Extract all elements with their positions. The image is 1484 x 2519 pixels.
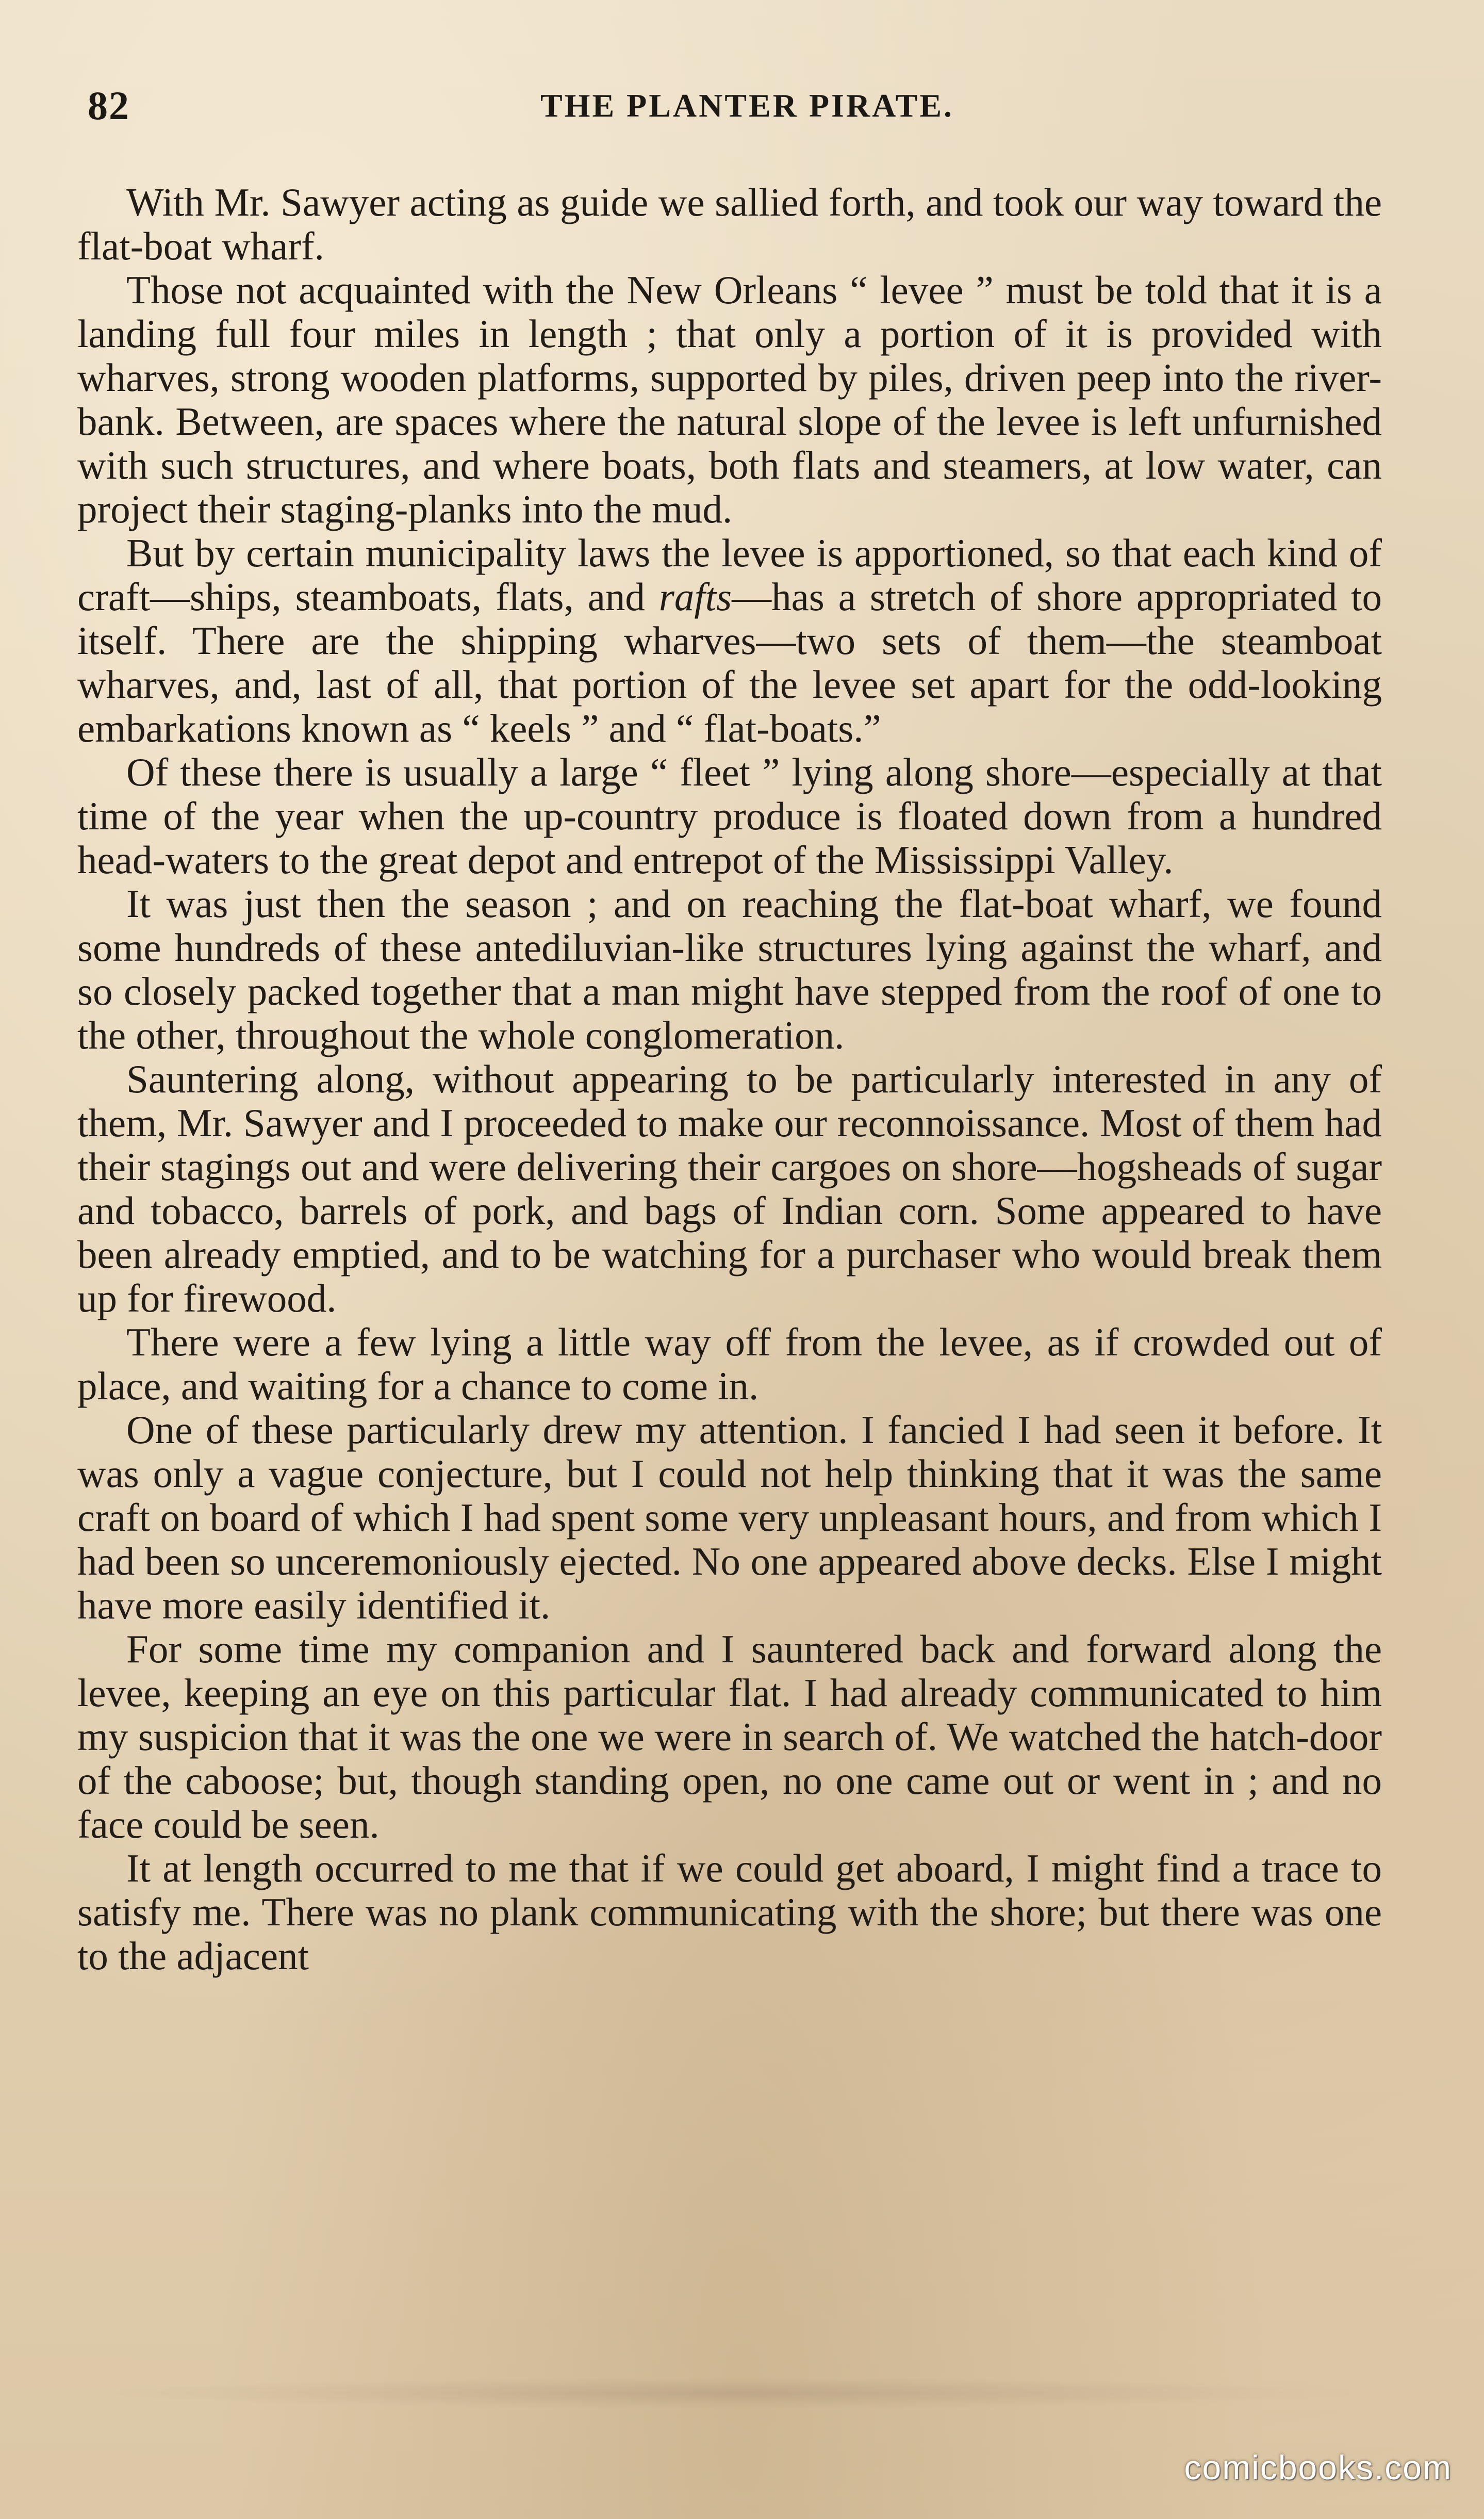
- paragraph-levee-apportioned: [77, 531, 1382, 750]
- running-head: [88, 83, 1407, 139]
- body-text: [77, 181, 1382, 1978]
- running-title: THE PLANTER PIRATE.: [540, 87, 954, 124]
- watermark: comicbooks.com: [1184, 2448, 1452, 2487]
- paragraph: Those not acquainted with the New Orleans “ levee ” must be told that it is a landing full four miles in length ; that only a portion of it is provided with wharves, strong wooden platforms, supported by piles, driven peep into the river-bank. Between, are spaces where the natural slope of the levee is left unfurnished with such structures, and where boats, both flats and steamers, at low water, can project their staging-planks into the mud.: [77, 268, 1382, 531]
- ink-bleed-smudge: [93, 2378, 1371, 2409]
- paragraph: Sauntering along, without appearing to be particularly interested in any of them, Mr. Sawyer and I proceeded to make our reconnoissance. Most of them had their stagings out and were delivering their cargoes on shore—hogsheads of sugar and tobacco, barrels of pork, and bags of Indian corn. Some appeared to have been already emptied, and to be watching for a purchaser who would break them up for firewood.: [77, 1057, 1382, 1320]
- paragraph: One of these particularly drew my attention. I fancied I had seen it before. It was only a vague conjecture, but I could not help thinking that it was the same craft on board of which I had spent some very unpleasant hours, and from which I had been so unceremoniously ejected. No one appeared above decks. Else I might have more easily identified it.: [77, 1408, 1382, 1627]
- paragraph-text: But by certain municipality laws the levee is apportioned, so that each kind of craft—ships, steamboats, flats, and: [77, 531, 1382, 619]
- paragraph-text: —has a stretch of shore appropriated to itself. There are the shipping wharves—two sets of them—the steamboat wharves, and, last of all, that portion of the levee set apart for the odd-looking embarkations known as “ keels ” and “ flat-boats.”: [77, 575, 1382, 750]
- paragraph: With Mr. Sawyer acting as guide we sallied forth, and took our way toward the flat-boat wharf.: [77, 180, 1382, 268]
- italic-word: rafts: [658, 575, 732, 619]
- paragraph: Of these there is usually a large “ fleet ” lying along shore—especially at that time of the year when the up-country produce is floated down from a hundred head-waters to the great depot and entrepot of the Mississippi Valley.: [77, 750, 1382, 882]
- paragraph: There were a few lying a little way off from the levee, as if crowded out of place, and waiting for a chance to come in.: [77, 1320, 1382, 1408]
- paragraph: It at length occurred to me that if we could get aboard, I might find a trace to satisfy me. There was no plank communicating with the shore; but there was one to the adjacent: [77, 1846, 1382, 1978]
- page-number: 82: [88, 83, 130, 128]
- paragraph: For some time my companion and I sauntered back and forward along the levee, keeping an eye on this particular flat. I had already communicated to him my suspicion that it was the one we were in search of. We watched the hatch-door of the caboose; but, though standing open, no one came out or went in ; and no face could be seen.: [77, 1627, 1382, 1846]
- paragraph: It was just then the season ; and on reaching the flat-boat wharf, we found some hundreds of these antediluvian-like structures lying against the wharf, and so closely packed together that a man might have stepped from the roof of one to the other, throughout the whole conglomeration.: [77, 881, 1382, 1057]
